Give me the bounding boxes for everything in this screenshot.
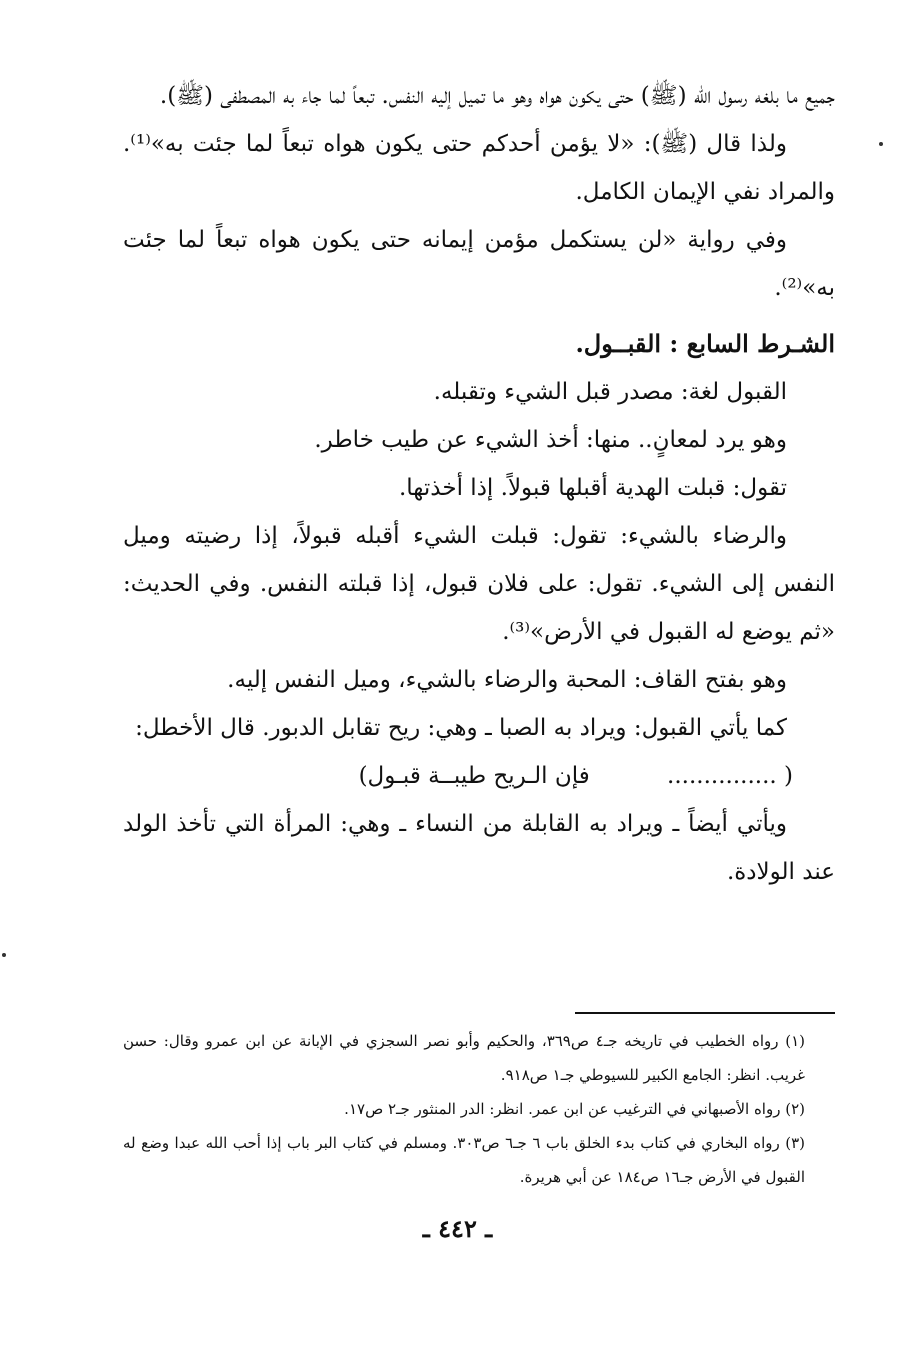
verse-dots: ...............	[667, 763, 777, 789]
paragraph-1: جميع ما بلغه رسول الله (ﷺ) حتى يكون هواه وهو ما تميل إليه النفس. تبعاً لما جاء به المصطفى (ﷺ).	[159, 83, 835, 109]
section-heading: الشـرط السابع : القبــول.	[575, 329, 835, 358]
footnote-1: (١) رواه الخطيب في تاريخه جـ٤ ص٣٦٩، والحكيم وأبو نصر السجزي في الإبانة عن ابن عمرو وقال: حسن غريب. انظر: الجامع الكبير للسيوطي جـ١ ص٩١٨.	[123, 1032, 805, 1084]
paragraph-6: تقول: قبلت الهدية أقبلها قبولاً. إذا أخذتها.	[398, 475, 787, 501]
paragraph-9: كما يأتي القبول: ويراد به الصبا ـ وهي: ريح تقابل الدبور. قال الأخطل:	[135, 715, 787, 741]
page-number: ـ ٤٤٢ ـ	[422, 1214, 493, 1243]
scan-speck	[2, 953, 6, 957]
paragraph-3: وفي رواية «لن يستكمل مؤمن إيمانه حتى يكون هواه تبعاً لما جئت به»⁽²⁾.	[123, 227, 835, 301]
verse-text: فإن الـريح طيبــة قبـول)	[358, 763, 590, 789]
paragraph-7: والرضاء بالشيء: تقول: قبلت الشيء أقبله قبولاً، إذا رضيته وميل النفس إلى الشيء. تقول: على فلان قبول، إذا قبلته النفس. وفي الحديث: «ثم يوضع له القبول في الأرض»⁽³⁾.	[123, 523, 835, 645]
footnote-2: (٢) رواه الأصبهاني في الترغيب عن ابن عمر. انظر: الدر المنثور جـ٢ ص١٧.	[344, 1100, 805, 1118]
footnote-3: (٣) رواه البخاري في كتاب بدء الخلق باب ٦ جـ٦ ص٣٠٣. ومسلم في كتاب البر باب إذا أحب الله عبدا وضع له القبول في الأرض جـ١٦ ص١٨٤ عن أبي هريرة.	[123, 1134, 806, 1186]
paragraph-8: وهو بفتح القاف: المحبة والرضاء بالشيء، وميل النفس إليه.	[227, 667, 787, 693]
verse-line	[123, 752, 835, 800]
paragraph-4: القبول لغة: مصدر قبل الشيء وتقبله.	[433, 379, 787, 405]
verse-open-paren: (	[784, 763, 793, 789]
paragraph-5: وهو يرد لمعانٍ.. منها: أخذ الشيء عن طيب خاطر.	[314, 427, 787, 453]
scan-speck	[879, 142, 883, 146]
paragraph-10: ويأتي أيضاً ـ ويراد به القابلة من النساء ـ وهي: المرأة التي تأخذ الولد عند الولادة.	[123, 811, 835, 885]
main-text	[123, 72, 835, 896]
footnotes	[123, 1024, 835, 1194]
paragraph-2: ولذا قال (ﷺ): «لا يؤمن أحدكم حتى يكون هواه تبعاً لما جئت به»⁽¹⁾. والمراد نفي الإيمان الكامل.	[123, 131, 835, 205]
footnote-separator	[575, 1012, 835, 1014]
